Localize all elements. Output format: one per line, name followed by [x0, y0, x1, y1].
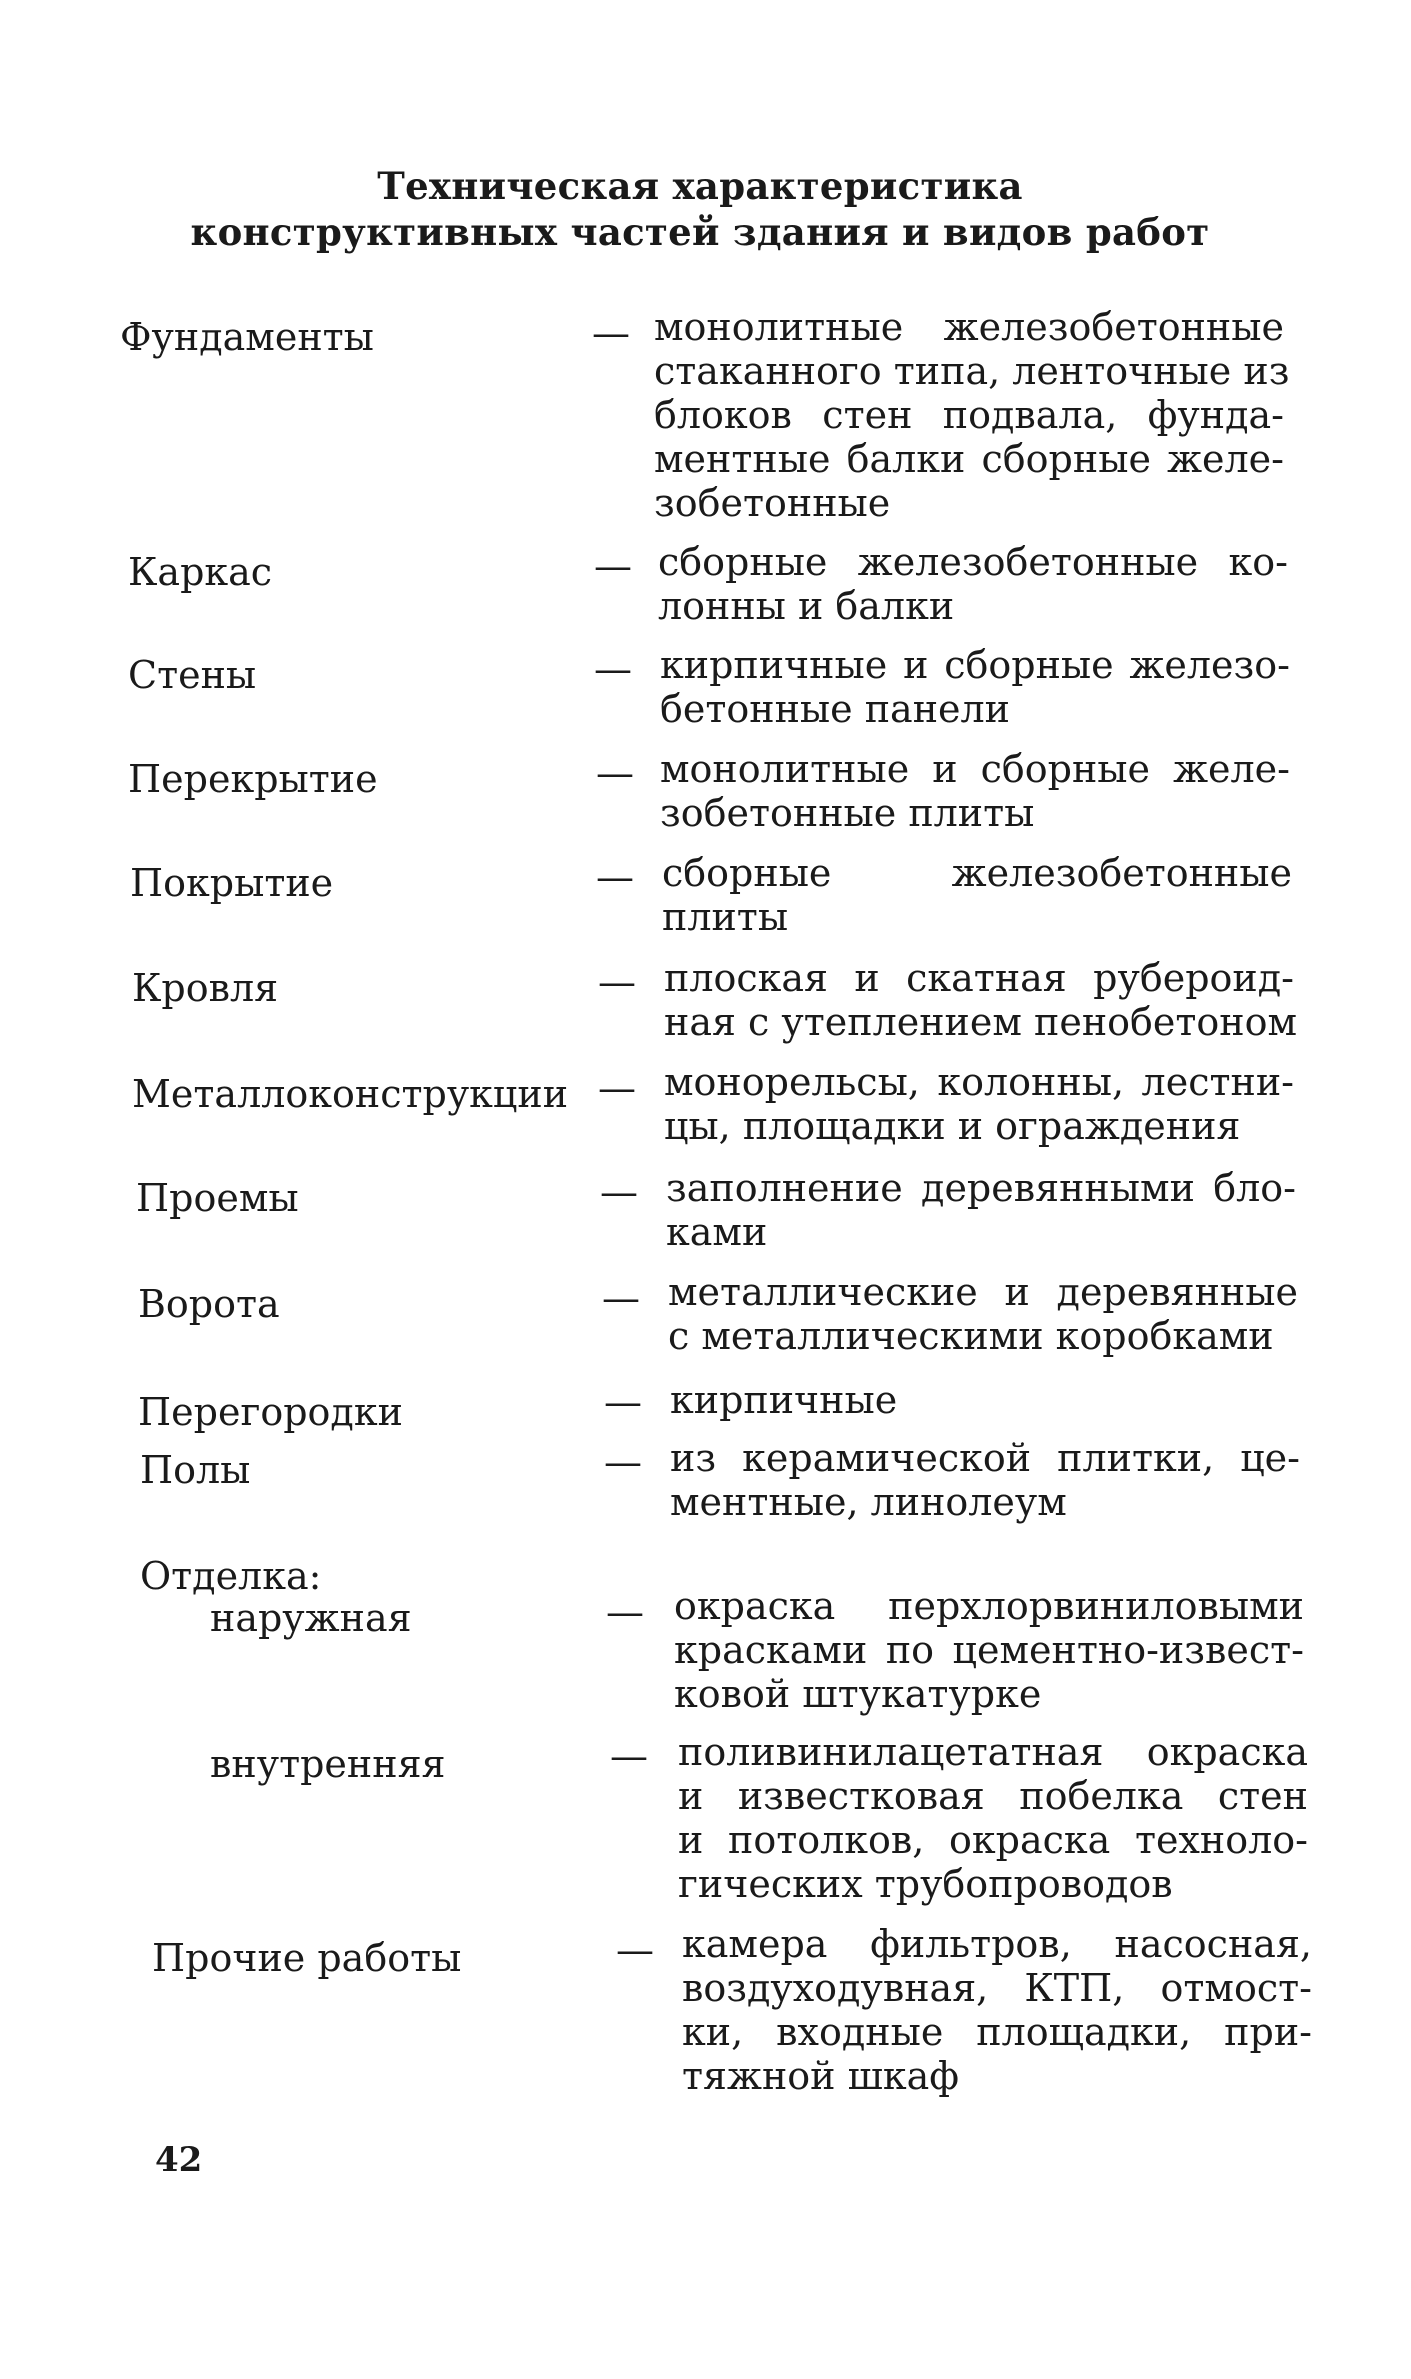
title-line-1: Техническая характеристика [377, 164, 1023, 208]
description-line: кирпичные [670, 1378, 898, 1422]
description-line: монорельсы, колонны, лестни- [664, 1060, 1294, 1104]
page-number: 42 [155, 2140, 203, 2180]
dash: — [604, 1440, 642, 1484]
description-line: гических трубопроводов [678, 1862, 1173, 1906]
description-line: красками по цементно-извест- [674, 1628, 1304, 1672]
spec-description [670, 1378, 1300, 1422]
description-line: воздуходувная, КТП, отмост- [682, 1966, 1312, 2010]
description-line: ментные балки сборные желе- [654, 437, 1284, 481]
description-line: цы, площадки и ограждения [664, 1104, 1241, 1148]
description-line: зобетонные [654, 481, 891, 525]
spec-label: Полы [140, 1448, 251, 1492]
spec-description [668, 1270, 1298, 1358]
spec-description [654, 305, 1290, 525]
description-line: камера фильтров, насосная, [682, 1922, 1312, 1966]
description-line: бетонные панели [660, 687, 1010, 731]
description-line: ментные, линолеум [670, 1480, 1067, 1524]
dash: — [594, 647, 632, 691]
dash: — [606, 1590, 644, 1634]
spec-label: Ворота [138, 1282, 280, 1326]
spec-label: Стены [128, 653, 257, 697]
description-line: кирпичные и сборные железо- [660, 643, 1290, 687]
spec-description [678, 1730, 1308, 1906]
spec-label: наружная [210, 1596, 412, 1640]
spec-label: внутренняя [210, 1742, 446, 1786]
spec-label: Металлоконструкции [132, 1072, 569, 1116]
page-title [170, 163, 1230, 255]
spec-description [664, 956, 1298, 1044]
description-line: окраска перхлорвиниловыми [674, 1584, 1304, 1628]
dash: — [596, 751, 634, 795]
spec-label: Перегородки [138, 1390, 403, 1434]
dash: — [616, 1928, 654, 1972]
dash: — [600, 1170, 638, 1214]
dash: — [598, 960, 636, 1004]
title-line-2: конструктивных частей здания и видов работ [190, 210, 1210, 254]
description-line: поливинилацетатная окраска [678, 1730, 1308, 1774]
dash: — [602, 1276, 640, 1320]
description-line: блоков стен подвала, фунда- [654, 393, 1284, 437]
description-line: ковой штукатурке [674, 1672, 1042, 1716]
spec-label: Проемы [136, 1176, 299, 1220]
description-line: тяжной шкаф [682, 2054, 960, 2098]
spec-description [682, 1922, 1312, 2098]
description-line: плиты [662, 895, 789, 939]
description-line: металлические и деревянные [668, 1270, 1298, 1314]
spec-description [658, 540, 1288, 628]
description-line: и известковая побелка стен [678, 1774, 1308, 1818]
spec-description [660, 747, 1290, 835]
spec-description [666, 1166, 1296, 1254]
dash: — [594, 544, 632, 588]
spec-description [670, 1436, 1300, 1524]
spec-label: Каркас [128, 550, 273, 594]
description-line: с металлическими коробками [668, 1314, 1274, 1358]
spec-label: Перекрытие [128, 757, 378, 801]
description-line: и потолков, окраска техноло- [678, 1818, 1308, 1862]
finishing-heading: Отделка: [140, 1554, 322, 1598]
description-line: лонны и балки [658, 584, 955, 628]
dash: — [598, 1066, 636, 1110]
dash: — [610, 1734, 648, 1778]
description-line: сборные железобетонные ко- [658, 540, 1288, 584]
description-line: сборные железобетонные [662, 851, 1292, 895]
spec-description [662, 851, 1292, 939]
description-line: ками [666, 1210, 768, 1254]
description-line: плоская и скатная рубероид- [664, 956, 1294, 1000]
dash: — [592, 311, 630, 355]
spec-label: Фундаменты [120, 315, 374, 359]
description-line: ная с утеплением пенобетоном [664, 1000, 1298, 1044]
spec-label: Покрытие [130, 861, 334, 905]
description-line: зобетонные плиты [660, 791, 1035, 835]
description-line: монолитные и сборные желе- [660, 747, 1290, 791]
description-line: из керамической плитки, це- [670, 1436, 1300, 1480]
spec-label: Кровля [132, 966, 279, 1010]
spec-label: Прочие работы [152, 1936, 462, 1980]
description-line: ки, входные площадки, при- [682, 2010, 1312, 2054]
description-line: монолитные железобетонные [654, 305, 1284, 349]
spec-description [664, 1060, 1294, 1148]
dash: — [604, 1380, 642, 1424]
spec-description [674, 1584, 1304, 1716]
description-line: заполнение деревянными бло- [666, 1166, 1296, 1210]
description-line: стаканного типа, ленточные из [654, 349, 1290, 393]
dash: — [596, 855, 634, 899]
spec-description [660, 643, 1290, 731]
